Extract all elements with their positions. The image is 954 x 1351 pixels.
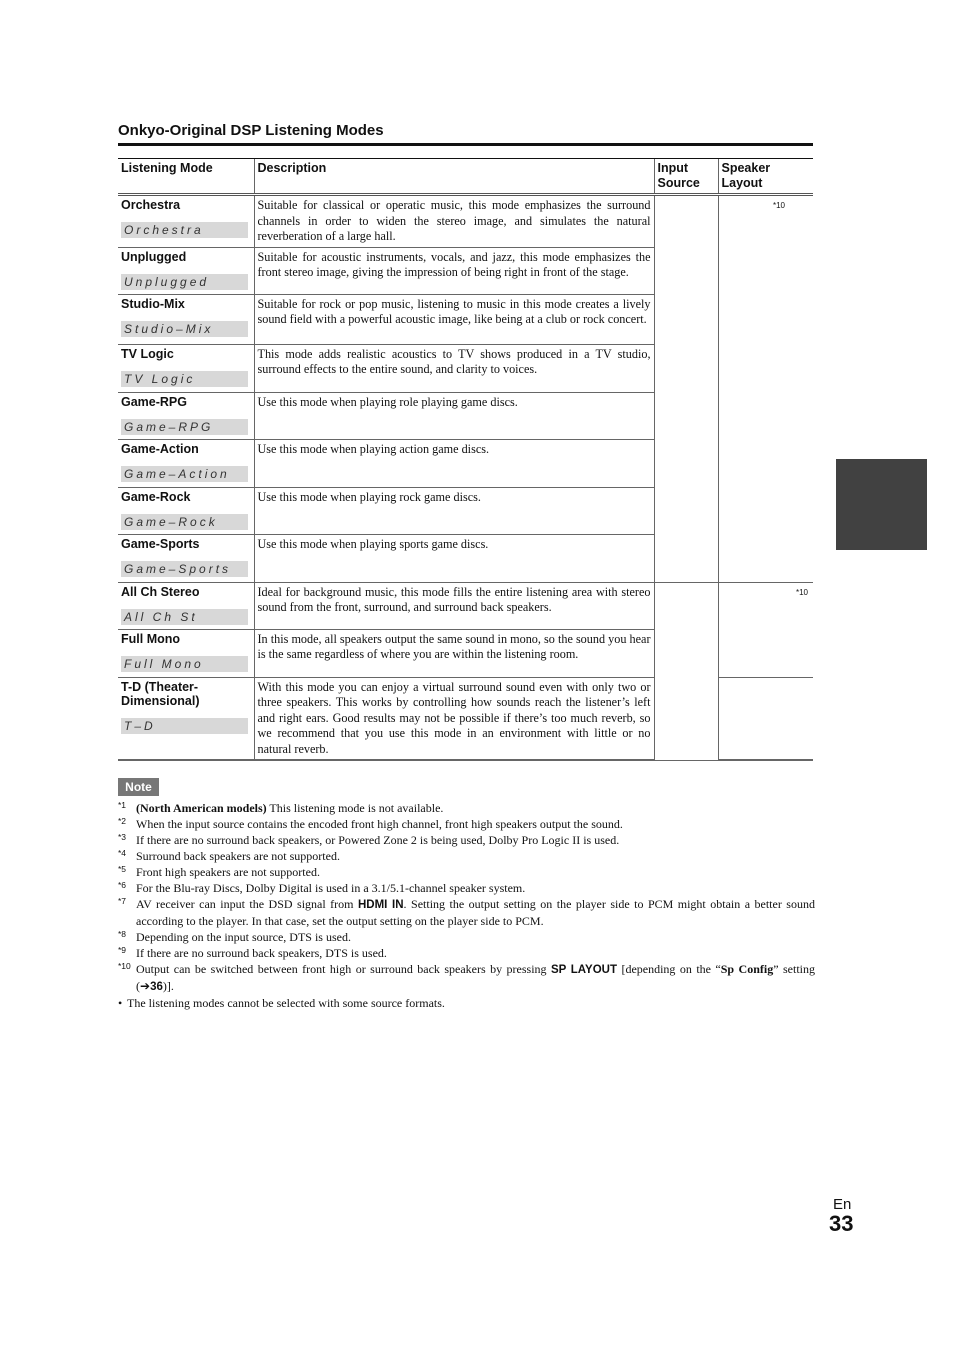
header-input-source: Input Source [654, 159, 718, 195]
mode-description: This mode adds realistic acoustics to TV shows produced in a TV studio, surround effects to the entire sound, and clarity to voices. [254, 344, 654, 392]
mode-description: Use this mode when playing role playing game discs. [254, 392, 654, 439]
mode-cell [118, 439, 254, 487]
title-rule [118, 143, 813, 146]
mode-name: Studio-Mix [121, 296, 185, 311]
footnote-ref: *10 [772, 201, 785, 210]
mode-description: Use this mode when playing sports game discs. [254, 534, 654, 582]
display-indicator: Game–RPG [121, 419, 248, 435]
listening-modes-table [118, 158, 813, 761]
input-source-cell [654, 582, 718, 760]
footnotes [118, 800, 815, 1011]
display-indicator: Orchestra [121, 222, 248, 238]
mode-cell [118, 629, 254, 677]
footnote: *9 If there are no surround back speakers, DTS is used. [118, 945, 387, 960]
mode-cell [118, 294, 254, 344]
table-header-row [118, 159, 813, 195]
speaker-layout-cell [718, 195, 813, 583]
display-indicator: T–D [121, 718, 248, 734]
mode-cell [118, 195, 254, 248]
mode-name: All Ch Stereo [121, 584, 200, 599]
language-label: En [833, 1196, 852, 1213]
mode-description: Suitable for rock or pop music, listening to music in this mode creates a lively sound field with a powerful acoustic image, like being at a club or rock concert. [254, 294, 654, 344]
footnote: *3 If there are no surround back speakers, or Powered Zone 2 is being used, Dolby Pro Logic II is used. [118, 832, 620, 847]
mode-cell [118, 344, 254, 392]
footnote: *1 (North American models) This listening mode is not available. [118, 800, 444, 815]
section-title: Onkyo-Original DSP Listening Modes [118, 122, 384, 139]
speaker-layout-cell [718, 582, 813, 677]
footnote-ref: *10 [795, 587, 808, 597]
mode-name: TV Logic [121, 346, 174, 361]
footnote: *2 When the input source contains the encoded front high channel, front high speakers output the sound. [118, 816, 623, 831]
mode-name: Unplugged [121, 249, 187, 264]
mode-description: Use this mode when playing action game discs. [254, 439, 654, 487]
mode-description: In this mode, all speakers output the same sound in mono, so the sound you hear is the same regardless of where you are within the listening room. [254, 629, 654, 677]
footnote: *7 AV receiver can input the DSD signal from HDMI IN. Setting the output setting on the player side to PCM might obtain a better sound according to the player. In that case, set the output setting on the player side to PCM. [118, 896, 815, 928]
speaker-layout-cell [718, 677, 813, 760]
mode-cell [118, 487, 254, 534]
note-label: Note [118, 778, 159, 796]
footnote: *8 Depending on the input source, DTS is used. [118, 929, 351, 944]
display-indicator: Studio–Mix [121, 321, 248, 337]
table-row [118, 582, 813, 629]
page-number: 33 [829, 1211, 854, 1236]
display-indicator: Game–Sports [121, 561, 248, 577]
bullet-icon: • [118, 996, 123, 1010]
footnote: *5 Front high speakers are not supported. [118, 864, 320, 879]
table-row [118, 195, 813, 248]
arrow-icon: ➔ [140, 979, 151, 993]
mode-name: Game-Rock [121, 489, 191, 504]
footnote: *4 Surround back speakers are not supported. [118, 848, 340, 863]
mode-cell [118, 677, 254, 760]
header-listening-mode: Listening Mode [118, 159, 254, 195]
input-source-cell [654, 195, 718, 583]
display-indicator: Game–Rock [121, 514, 248, 530]
mode-name: T-D (Theater-Dimensional) [121, 679, 200, 708]
bullet-note: • The listening modes cannot be selected with some source formats. [118, 996, 445, 1010]
mode-description: Suitable for acoustic instruments, vocals, and jazz, this mode emphasizes the front stereo image, giving the impression of being right in front of the stage. [254, 247, 654, 294]
mode-cell [118, 582, 254, 629]
mode-cell [118, 247, 254, 294]
header-speaker-layout: Speaker Layout [718, 159, 813, 195]
display-indicator: Unplugged [121, 274, 248, 290]
mode-description: Suitable for classical or operatic music, this mode emphasizes the surround channels in order to widen the stereo image, and simulates the natural reverberation of a large hall. [254, 195, 654, 248]
mode-name: Game-RPG [121, 394, 187, 409]
footnote: *10 Output can be switched between front high or surround back speakers by pressing SP LAYOUT [depending on the “Sp Config” setting (➔36)]. [118, 961, 815, 993]
display-indicator: TV Logic [121, 371, 248, 387]
mode-description: Ideal for background music, this mode fills the entire listening area with stereo sound from the front, surround, and surround back speakers. [254, 582, 654, 629]
footnote: *6 For the Blu-ray Discs, Dolby Digital is used in a 3.1/5.1-channel speaker system. [118, 880, 526, 895]
header-description: Description [254, 159, 654, 195]
mode-name: Full Mono [121, 631, 181, 646]
mode-name: Orchestra [121, 198, 181, 212]
display-indicator: Full Mono [121, 656, 248, 672]
mode-description: Use this mode when playing rock game discs. [254, 487, 654, 534]
mode-cell [118, 392, 254, 439]
display-indicator: All Ch St [121, 609, 248, 625]
mode-name: Game-Sports [121, 536, 200, 551]
mode-description: With this mode you can enjoy a virtual surround sound even with only two or three speakers. This works by controlling how sounds reach the listener’s left and right ears. Good results may not be possible if there’s too much reverb, so we recommend that you use this mode in an environment with little or no natural reverb. [254, 677, 654, 760]
chapter-tab [836, 459, 927, 550]
mode-name: Game-Action [121, 441, 199, 456]
mode-cell [118, 534, 254, 582]
display-indicator: Game–Action [121, 466, 248, 482]
